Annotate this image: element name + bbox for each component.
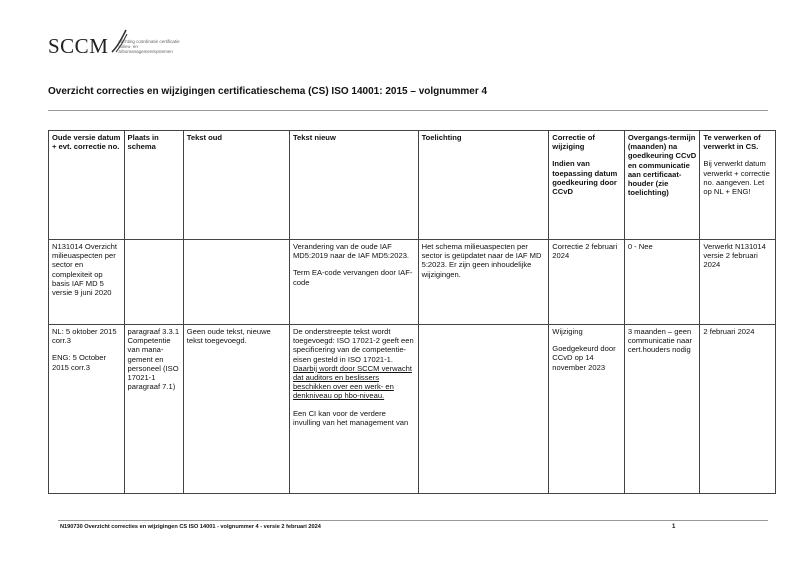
table-cell: Verwerkt N131014 versie 2 februari 2024 (700, 240, 776, 325)
footer-rule (58, 520, 768, 521)
table-cell: 0 - Nee (624, 240, 700, 325)
sccm-logo (48, 34, 188, 59)
table-header-row (49, 131, 776, 240)
table-cell: Geen oude tekst, nieuwe tekst toegevoegd. (183, 325, 289, 494)
cell-paragraph: Een CI kan voor de verdere invulling van het management van (292, 408, 409, 427)
header-text: Correctie of wijziging (552, 133, 595, 152)
table-cell (289, 240, 418, 325)
table-cell (549, 325, 625, 494)
header-cell: Tekst nieuw (289, 131, 418, 240)
table-row (49, 325, 776, 494)
plain-text: De onderstreepte tekst wordt toegevoegd: ISO 17021-2 geeft een specificering van de competentie-eisen gesteld in ISO 17021-1. (292, 327, 414, 364)
changes-table (48, 130, 776, 494)
header-cell: Overgangs-termijn (maanden) na goedkeuring CCvD en communicatie aan certificaat-houder (zie toelichting) (624, 131, 700, 240)
document-title: Overzicht correcties en wijzigingen certificatieschema (CS) ISO 14001: 2015 – volgnummer 4 (48, 86, 488, 97)
table-cell (289, 325, 418, 494)
page-number: 1 (672, 524, 676, 530)
header-cell: Oude versie datum + evt. correctie no. (49, 131, 125, 240)
logo-tagline: stichting coördinatie certificatie milieu- en arbomanagementsystemen (118, 39, 180, 54)
table-cell: paragraaf 3.3.1 Competentie van mana-gement en personeel (ISO 17021-1 paragraaf 7.1) (124, 325, 183, 494)
table-cell (49, 325, 125, 494)
table-cell: 2 februari 2024 (700, 325, 776, 494)
header-cell: Toelichting (418, 131, 549, 240)
header-subtext: Indien van toepassing datum goedkeuring door CCvD (552, 159, 618, 197)
table-cell (124, 240, 183, 325)
table-cell: Het schema milieuaspecten per sector is geüpdatet naar de IAF MD 5:2023. Er zijn geen inhoudelijke wijzigingen. (418, 240, 549, 325)
cell-paragraph: NL: 5 oktober 2015 corr.3 (52, 327, 117, 346)
header-subtext: Bij verwerkt datum verwerkt + correctie no. aangeven. Let op NL + ENG! (703, 159, 770, 197)
header-cell (700, 131, 776, 240)
header-cell: Plaats in schema (124, 131, 183, 240)
header-text: Te verwerken of verwerkt in CS. (703, 133, 761, 152)
underlined-text: Daarbij wordt door SCCM verwacht dat auditors en beslissers beschikken over een werk- en denkniveau op hbo-niveau. (292, 363, 412, 401)
cell-paragraph: Wijziging (552, 327, 583, 336)
cell-paragraph: Goedgekeurd door CCvD op 14 november 2023 (552, 344, 616, 372)
table-cell: 3 maanden – geen communicatie naar cert.houders nodig (624, 325, 700, 494)
logo-swoosh-icon (110, 28, 128, 54)
cell-paragraph (293, 327, 415, 401)
table-cell (418, 325, 549, 494)
header-cell (549, 131, 625, 240)
table-cell (183, 240, 289, 325)
table-cell: N131014 Overzicht milieuaspecten per sector en complexiteit op basis IAF MD 5 versie 9 juni 2020 (49, 240, 125, 325)
logo-text: SCCM (48, 34, 109, 58)
cell-paragraph: Term EA-code vervangen door IAF-code (292, 268, 413, 287)
cell-paragraph: Verandering van de oude IAF MD5:2019 naar de IAF MD5:2023. (292, 242, 410, 261)
cell-paragraph: ENG: 5 October 2015 corr.3 (52, 353, 107, 372)
header-cell: Tekst oud (183, 131, 289, 240)
table-row (49, 240, 776, 325)
title-rule (48, 110, 768, 111)
footer-text: N190730 Overzicht correcties en wijzigingen CS ISO 14001 - volgnummer 4 - versie 2 februari 2024 (60, 524, 321, 530)
table-cell: Correctie 2 februari 2024 (549, 240, 625, 325)
